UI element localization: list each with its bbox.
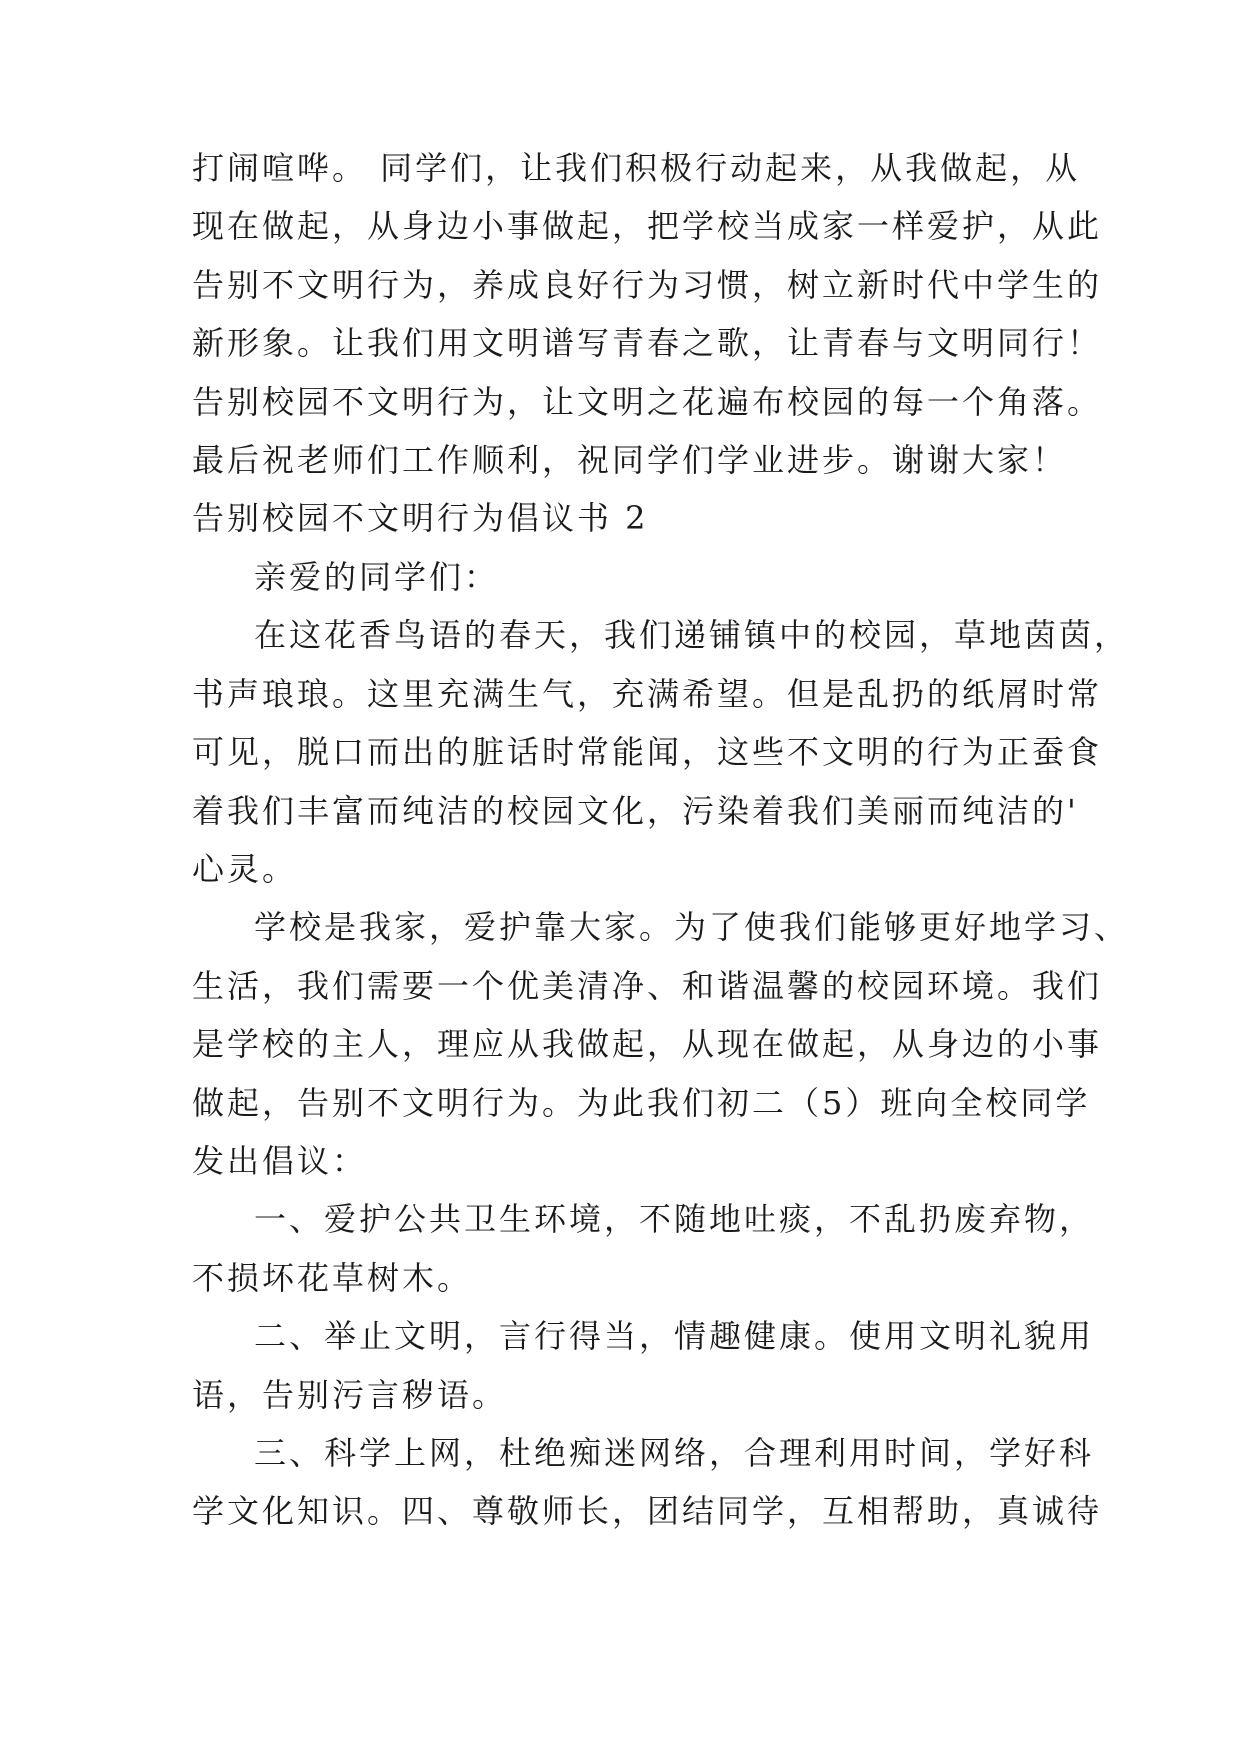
text-line: 新形象。让我们用文明谱写青春之歌，让青春与文明同行！ <box>192 324 1103 362</box>
text-line: 可见，脱口而出的脏话时常能闻，这些不文明的行为正蚕食 <box>192 733 1103 771</box>
text-line: 告别校园不文明行为，让文明之花遍布校园的每一个角落。 <box>192 383 1103 421</box>
text-line: 打闹喧哗。 同学们，让我们积极行动起来，从我做起，从 <box>192 149 1081 187</box>
text-line: 在这花香鸟语的春天，我们递铺镇中的校园，草地茵茵， <box>254 616 1130 654</box>
text-line: 最后祝老师们工作顺利，祝同学们学业进步。谢谢大家！ <box>192 441 1068 479</box>
text-line: 是学校的主人，理应从我做起，从现在做起，从身边的小事 <box>192 1025 1103 1063</box>
text-line: 三、科学上网，杜绝痴迷网络，合理利用时间，学好科 <box>254 1434 1095 1472</box>
text-line: 二、举止文明，言行得当，情趣健康。使用文明礼貌用 <box>254 1317 1095 1355</box>
text-line: 心灵。 <box>192 850 298 888</box>
section-title: 告别校园不文明行为倡议书 2 <box>192 499 649 537</box>
text-line: 语，告别污言秽语。 <box>192 1376 508 1414</box>
text-line: 着我们丰富而纯洁的校园文化，污染着我们美丽而纯洁的' <box>192 792 1079 830</box>
text-line: 学校是我家，爱护靠大家。为了使我们能够更好地学习、 <box>254 908 1130 946</box>
text-line: 生活，我们需要一个优美清净、和谐温馨的校园环境。我们 <box>192 967 1103 1005</box>
text-line: 不损坏花草树木。 <box>192 1259 473 1297</box>
text-line: 告别不文明行为，养成良好行为习惯，树立新时代中学生的 <box>192 266 1103 304</box>
text-line: 学文化知识。四、尊敬师长，团结同学，互相帮助，真诚待 <box>192 1492 1103 1530</box>
text-line: 一、爱护公共卫生环境，不随地吐痰，不乱扔废弃物， <box>254 1200 1095 1238</box>
text-line: 现在做起，从身边小事做起，把学校当成家一样爱护，从此 <box>192 207 1103 245</box>
text-line: 发出倡议： <box>192 1142 368 1180</box>
text-line: 书声琅琅。这里充满生气，充满希望。但是乱扔的纸屑时常 <box>192 675 1103 713</box>
salutation: 亲爱的同学们： <box>254 558 500 596</box>
text-line: 做起，告别不文明行为。为此我们初二（5）班向全校同学 <box>192 1084 1091 1122</box>
